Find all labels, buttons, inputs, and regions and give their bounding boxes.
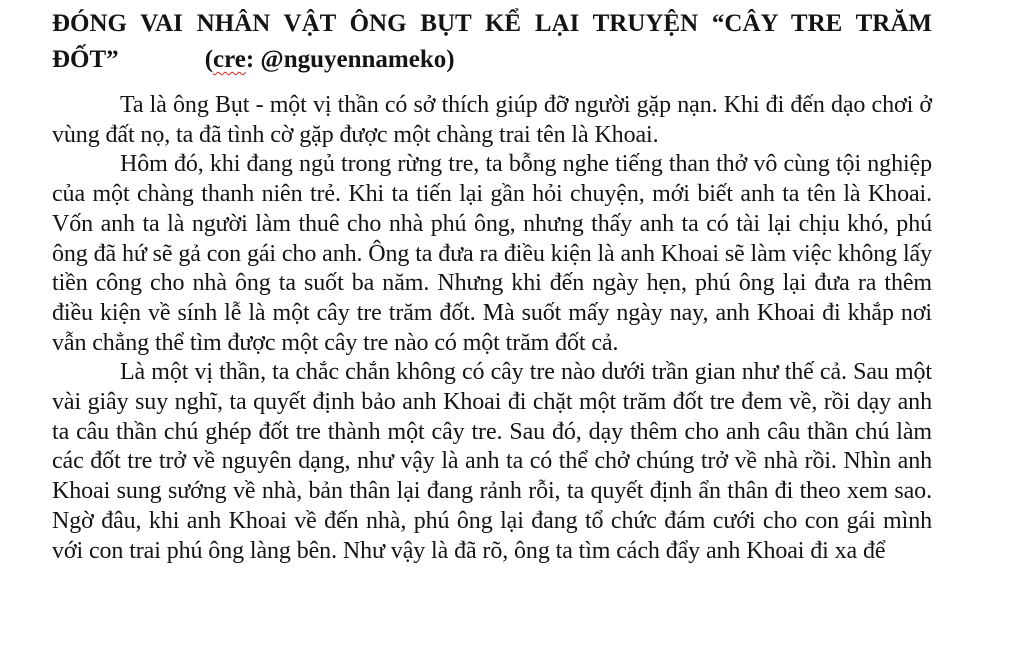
- credit-note: [205, 46, 455, 73]
- paragraph-1: Ta là ông Bụt - một vị thần có sở thích giúp đỡ người gặp nạn. Khi đi đến dạo chơi ở vùng đất nọ, ta đã tình cờ gặp được một chàng trai tên là Khoai.: [52, 92, 932, 148]
- spellcheck-flagged-word[interactable]: cre: [213, 46, 246, 73]
- title-text: ĐÓNG VAI NHÂN VẬT ÔNG BỤT KỂ LẠI TRUYỆN “CÂY TRE TRĂM ĐỐT”: [52, 10, 932, 73]
- paragraph-3: Là một vị thần, ta chắc chắn không có cây tre nào dưới trần gian như thế cả. Sau một vài giây suy nghĩ, ta quyết định bảo anh Khoai đi chặt một trăm đốt tre đem về, rồi dạy anh ta câu thần chú ghép đốt tre thành một cây tre. Sau đó, dạy thêm cho anh câu thần chú làm các đốt tre trở về nguyên dạng, như vậy là anh ta có thể chở chúng trở về nhà rồi. Nhìn anh Khoai sung sướng về nhà, bản thân lại đang rảnh rỗi, ta quyết định ẩn thân đi theo xem sao. Ngờ đâu, khi anh Khoai về đến nhà, phú ông lại đang tổ chức đám cưới cho con gái mình với con trai phú ông làng bên. Như vậy là đã rõ, ông ta tìm cách đẩy anh Khoai đi xa để: [52, 359, 932, 564]
- credit-handle: : @nguyennameko): [245, 46, 455, 73]
- document-page: [52, 6, 932, 566]
- credit-open: (: [204, 46, 214, 73]
- paragraph-2: Hôm đó, khi đang ngủ trong rừng tre, ta bỗng nghe tiếng than thở vô cùng tội nghiệp của một chàng thanh niên trẻ. Khi ta tiến lại gần hỏi chuyện, mới biết anh ta tên là Khoai. Vốn anh ta là người làm thuê cho nhà phú ông, nhưng thấy anh ta có tài lại chịu khó, phú ông đã hứ sẽ gả con gái cho anh. Ông ta đưa ra điều kiện là anh Khoai sẽ làm việc không lấy tiền công cho nhà ông ta suốt ba năm. Nhưng khi đến ngày hẹn, phú ông lại đưa ra thêm điều kiện về sính lễ là một cây tre trăm đốt. Mà suốt mấy ngày nay, anh Khoai đi khắp nơi vẫn chẳng thể tìm được một cây tre nào có một trăm đốt cả.: [52, 151, 932, 356]
- document-title: [52, 6, 932, 78]
